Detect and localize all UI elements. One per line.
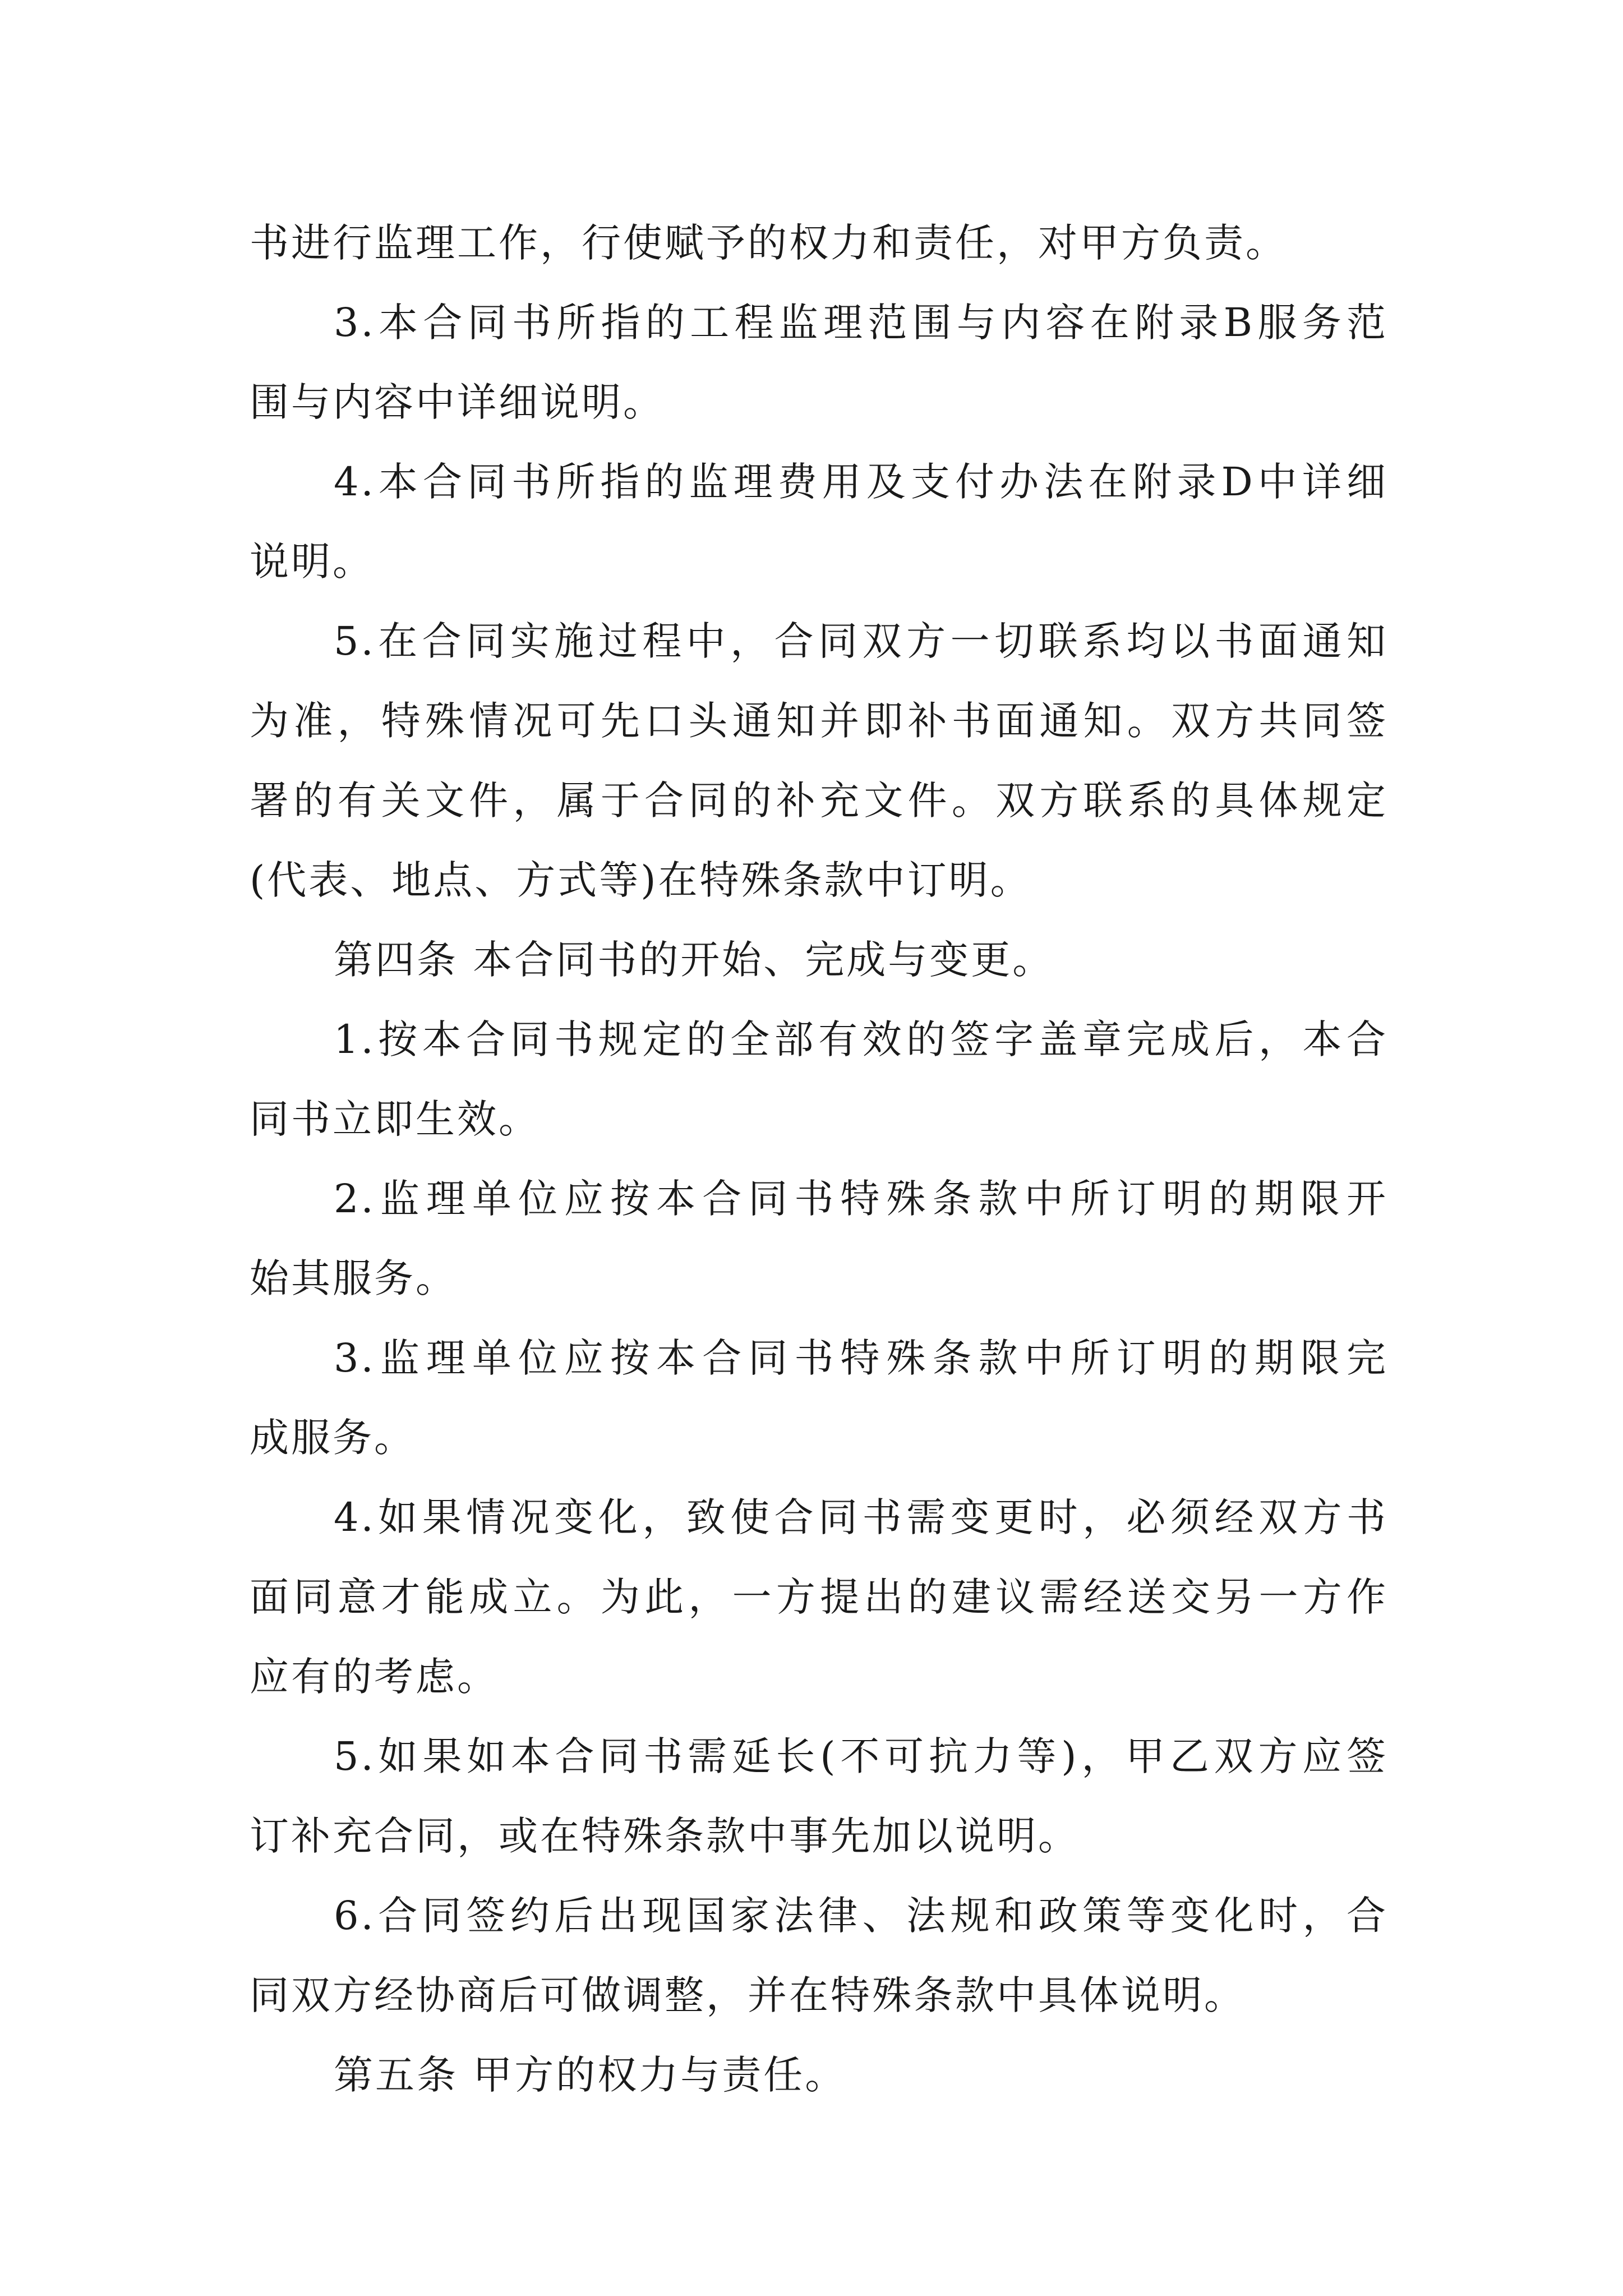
text-line: 书进行监理工作，行使赋予的权力和责任，对甲方负责。 [250,220,1287,266]
text-line: (代表、地点、方式等)在特殊条款中订明。 [250,857,1032,903]
text-line: 4.如果情况变化，致使合同书需变更时，必须经双方书 [334,1494,1388,1540]
text-line: 6.合同签约后出现国家法律、法规和政策等变化时，合 [334,1893,1388,1939]
text-line: 2.监理单位应按本合同书特殊条款中所订明的期限开 [334,1176,1388,1222]
text-line: 5.如果如本合同书需延长(不可抗力等)，甲乙双方应签 [334,1733,1388,1779]
text-line: 成服务。 [250,1415,416,1461]
text-line: 围与内容中详细说明。 [250,379,665,425]
article-heading: 第四条 本合同书的开始、完成与变更。 [334,937,1054,983]
text-line: 说明。 [250,539,374,585]
text-line: 5.在合同实施过程中，合同双方一切联系均以书面通知 [334,618,1388,664]
text-line: 3.本合同书所指的工程监理范围与内容在附录B服务范 [334,300,1388,346]
text-line: 应有的考虑。 [250,1654,499,1700]
article-heading: 第五条 甲方的权力与责任。 [334,2052,847,2098]
text-line: 4.本合同书所指的监理费用及支付办法在附录D中详细 [334,459,1388,505]
text-line: 面同意才能成立。为此，一方提出的建议需经送交另一方作 [250,1574,1388,1620]
text-line: 订补充合同，或在特殊条款中事先加以说明。 [250,1813,1080,1859]
text-line: 为准，特殊情况可先口头通知并即补书面通知。双方共同签 [250,698,1388,744]
text-line: 同书立即生效。 [250,1096,540,1142]
text-line: 始其服务。 [250,1255,457,1301]
text-line: 3.监理单位应按本合同书特殊条款中所订明的期限完 [334,1335,1388,1381]
text-line: 同双方经协商后可做调整，并在特殊条款中具体说明。 [250,1972,1246,2018]
text-line: 署的有关文件，属于合同的补充文件。双方联系的具体规定 [250,777,1388,823]
body-text [250,203,1388,2115]
text-line: 1.按本合同书规定的全部有效的签字盖章完成后，本合 [334,1016,1388,1062]
